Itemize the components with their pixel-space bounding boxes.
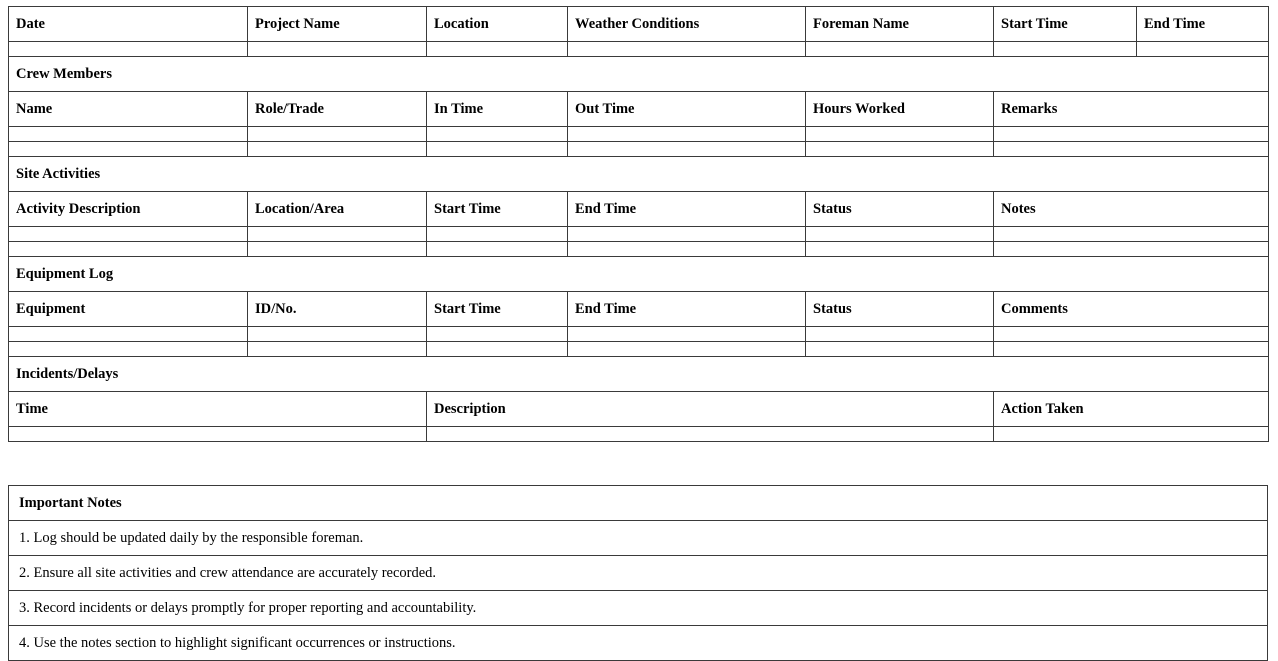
cell-project-name[interactable] <box>248 42 427 57</box>
note-item-3: 3. Record incidents or delays promptly for proper reporting and accountability. <box>9 591 1268 626</box>
cell-out-time[interactable] <box>568 142 806 157</box>
cell-crew-remarks[interactable] <box>994 127 1269 142</box>
cell-weather-conditions[interactable] <box>568 42 806 57</box>
column-header-equipment-end-time: End Time <box>568 292 806 327</box>
cell-activity-end-time[interactable] <box>568 227 806 242</box>
column-header-remarks: Remarks <box>994 92 1269 127</box>
column-header-activity-end-time: End Time <box>568 192 806 227</box>
cell-activity-notes[interactable] <box>994 227 1269 242</box>
cell-hours-worked[interactable] <box>806 127 994 142</box>
column-header-location-area: Location/Area <box>248 192 427 227</box>
column-header-role-trade: Role/Trade <box>248 92 427 127</box>
table-row-project-info-entry[interactable] <box>9 42 1269 57</box>
table-row-crew-members-header <box>9 92 1269 127</box>
section-banner-crew-members <box>9 57 1269 92</box>
cell-incident-time[interactable] <box>9 427 427 442</box>
section-label-site-activities: Site Activities <box>9 157 1269 192</box>
cell-role-trade[interactable] <box>248 142 427 157</box>
cell-equipment-comments[interactable] <box>994 342 1269 357</box>
cell-equipment-status[interactable] <box>806 327 994 342</box>
column-header-crew-name: Name <box>9 92 248 127</box>
cell-date[interactable] <box>9 42 248 57</box>
cell-equipment[interactable] <box>9 327 248 342</box>
table-row-equipment-log-entry[interactable] <box>9 327 1269 342</box>
note-item-4: 4. Use the notes section to highlight significant occurrences or instructions. <box>9 626 1268 661</box>
column-header-equipment-comments: Comments <box>994 292 1269 327</box>
cell-in-time[interactable] <box>427 142 568 157</box>
cell-crew-name[interactable] <box>9 127 248 142</box>
daily-site-log-table <box>8 6 1268 442</box>
important-notes-table <box>8 485 1268 661</box>
section-label-crew-members: Crew Members <box>9 57 1269 92</box>
table-row-incidents-delays-header <box>9 392 1269 427</box>
cell-activity-start-time[interactable] <box>427 242 568 257</box>
cell-activity-description[interactable] <box>9 227 248 242</box>
column-header-equipment-id: ID/No. <box>248 292 427 327</box>
table-row-site-activities-entry[interactable] <box>9 227 1269 242</box>
cell-activity-status[interactable] <box>806 227 994 242</box>
cell-equipment-status[interactable] <box>806 342 994 357</box>
cell-equipment[interactable] <box>9 342 248 357</box>
cell-incident-description[interactable] <box>427 427 994 442</box>
cell-activity-status[interactable] <box>806 242 994 257</box>
cell-equipment-end-time[interactable] <box>568 327 806 342</box>
cell-crew-remarks[interactable] <box>994 142 1269 157</box>
section-banner-incidents-delays <box>9 357 1269 392</box>
table-row-equipment-log-header <box>9 292 1269 327</box>
table-row-equipment-log-entry[interactable] <box>9 342 1269 357</box>
cell-hours-worked[interactable] <box>806 142 994 157</box>
column-header-activity-notes: Notes <box>994 192 1269 227</box>
column-header-incident-time: Time <box>9 392 427 427</box>
cell-crew-name[interactable] <box>9 142 248 157</box>
table-row-site-activities-header <box>9 192 1269 227</box>
important-notes-grid <box>8 485 1268 661</box>
cell-location-area[interactable] <box>248 227 427 242</box>
column-header-date: Date <box>9 7 248 42</box>
cell-foreman-name[interactable] <box>806 42 994 57</box>
cell-activity-start-time[interactable] <box>427 227 568 242</box>
column-header-out-time: Out Time <box>568 92 806 127</box>
column-header-equipment-status: Status <box>806 292 994 327</box>
site-log-grid <box>8 6 1269 442</box>
section-label-incidents-delays: Incidents/Delays <box>9 357 1269 392</box>
column-header-in-time: In Time <box>427 92 568 127</box>
cell-activity-end-time[interactable] <box>568 242 806 257</box>
column-header-end-time: End Time <box>1137 7 1269 42</box>
table-row-crew-members-entry[interactable] <box>9 127 1269 142</box>
table-row-crew-members-entry[interactable] <box>9 142 1269 157</box>
cell-equipment-id[interactable] <box>248 327 427 342</box>
note-item-2: 2. Ensure all site activities and crew attendance are accurately recorded. <box>9 556 1268 591</box>
column-header-equipment: Equipment <box>9 292 248 327</box>
cell-activity-notes[interactable] <box>994 242 1269 257</box>
cell-equipment-comments[interactable] <box>994 327 1269 342</box>
section-label-equipment-log: Equipment Log <box>9 257 1269 292</box>
cell-start-time[interactable] <box>994 42 1137 57</box>
cell-equipment-start-time[interactable] <box>427 327 568 342</box>
cell-action-taken[interactable] <box>994 427 1269 442</box>
cell-location-area[interactable] <box>248 242 427 257</box>
section-banner-equipment-log <box>9 257 1269 292</box>
list-item <box>9 591 1268 626</box>
section-banner-site-activities <box>9 157 1269 192</box>
cell-in-time[interactable] <box>427 127 568 142</box>
notes-title-row <box>9 486 1268 521</box>
column-header-project-name: Project Name <box>248 7 427 42</box>
cell-out-time[interactable] <box>568 127 806 142</box>
cell-activity-description[interactable] <box>9 242 248 257</box>
cell-location[interactable] <box>427 42 568 57</box>
column-header-weather-conditions: Weather Conditions <box>568 7 806 42</box>
cell-equipment-start-time[interactable] <box>427 342 568 357</box>
list-item <box>9 626 1268 661</box>
column-header-activity-description: Activity Description <box>9 192 248 227</box>
column-header-hours-worked: Hours Worked <box>806 92 994 127</box>
table-row-incidents-delays-entry[interactable] <box>9 427 1269 442</box>
table-row-project-info-header <box>9 7 1269 42</box>
cell-end-time[interactable] <box>1137 42 1269 57</box>
cell-role-trade[interactable] <box>248 127 427 142</box>
column-header-activity-status: Status <box>806 192 994 227</box>
cell-equipment-end-time[interactable] <box>568 342 806 357</box>
cell-equipment-id[interactable] <box>248 342 427 357</box>
table-row-site-activities-entry[interactable] <box>9 242 1269 257</box>
list-item <box>9 521 1268 556</box>
column-header-incident-description: Description <box>427 392 994 427</box>
column-header-location: Location <box>427 7 568 42</box>
column-header-action-taken: Action Taken <box>994 392 1269 427</box>
list-item <box>9 556 1268 591</box>
important-notes-title: Important Notes <box>9 486 1268 521</box>
column-header-equipment-start-time: Start Time <box>427 292 568 327</box>
note-item-1: 1. Log should be updated daily by the responsible foreman. <box>9 521 1268 556</box>
column-header-foreman-name: Foreman Name <box>806 7 994 42</box>
column-header-activity-start-time: Start Time <box>427 192 568 227</box>
column-header-start-time: Start Time <box>994 7 1137 42</box>
